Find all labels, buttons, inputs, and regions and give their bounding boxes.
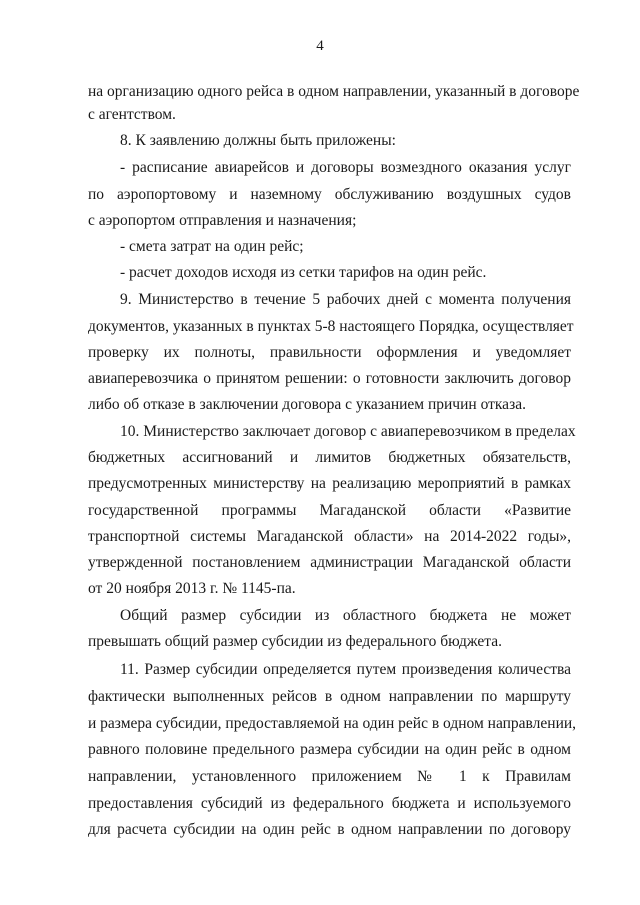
text-line: и размера субсидии, предоставляемой на один рейс в одном направлении, [88,715,577,732]
text-line: бюджетных ассигнований и лимитов бюджетных обязательств, [88,449,571,466]
text-line: с аэропортом отправления и назначения; [88,212,357,229]
text-line: - расписание авиарейсов и договоры возмездного оказания услуг [120,159,571,176]
text-line: направлении, установленного приложением № 1 к Правилам [88,768,571,785]
text-line: проверку их полноты, правильности оформления и уведомляет [88,344,571,361]
text-line: по аэропортовому и наземному обслуживанию воздушных судов [88,186,571,203]
text-line: - расчет доходов исходя из сетки тарифов на один рейс. [120,264,487,281]
text-line: - смета затрат на один рейс; [120,238,304,255]
text-line: на организацию одного рейса в одном направлении, указанный в договоре [88,83,580,100]
text-line: предоставления субсидий из федерального бюджета и используемого [88,795,571,812]
text-line: равного половине предельного размера субсидии на один рейс в одном [88,741,571,758]
text-line: утвержденной постановлением администрации Магаданской области [88,554,571,571]
text-line: документов, указанных в пунктах 5-8 настоящего Порядка, осуществляет [88,318,574,335]
text-line: государственной программы Магаданской области «Развитие [88,502,571,519]
text-line: от 20 ноября 2013 г. № 1145-па. [88,580,296,597]
text-line: с агентством. [88,106,176,123]
text-line: фактически выполненных рейсов в одном направлении по маршруту [88,688,571,705]
page-number: 4 [316,38,324,54]
text-line: 8. К заявлению должны быть приложены: [120,132,396,149]
text-line: предусмотренных министерству на реализацию мероприятий в рамках [88,475,571,492]
text-line: для расчета субсидии на один рейс в одном направлении по договору [88,821,571,838]
text-line: транспортной системы Магаданской области» на 2014-2022 годы», [88,528,571,545]
text-line: Общий размер субсидии из областного бюджета не может [120,607,571,624]
text-line: 9. Министерство в течение 5 рабочих дней с момента получения [120,291,571,308]
text-line: 11. Размер субсидии определяется путем произведения количества [120,661,571,678]
text-line: 10. Министерство заключает договор с авиаперевозчиком в пределах [120,423,576,440]
text-line: превышать общий размер субсидии из федерального бюджета. [88,633,502,650]
text-line: авиаперевозчика о принятом решении: о готовности заключить договор [88,370,571,387]
text-line: либо об отказе в заключении договора с указанием причин отказа. [88,396,526,413]
